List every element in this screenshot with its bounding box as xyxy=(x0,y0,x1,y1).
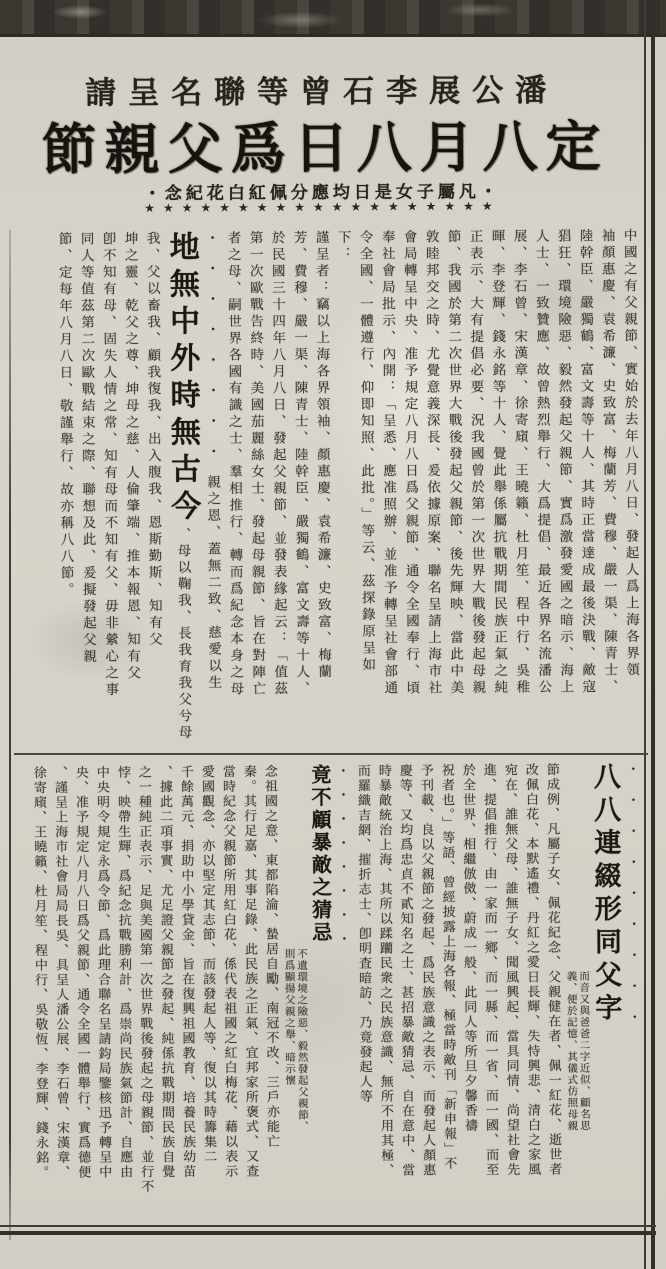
text-column: 我、父以畜我、顧我復我、出入腹我、恩斯勤斯、知有父 xyxy=(144,231,163,649)
text-column: 徐寄廎、王曉籟、杜月笙、程中行、吳敬恆、李登輝、錢永銘。 xyxy=(31,765,50,1181)
text-column: 坤之靈、乾父之尊、坤母之慈、人倫肇端、推本報恩、知有父 xyxy=(122,231,141,683)
text-column: 進、提倡推行、由一家而一鄉、而一縣、而一省、而一國、而至 xyxy=(481,763,500,1178)
text-column: 念祖國之意、東都陷淪、蟄居自勵、南冠不改、三戶亦能亡 xyxy=(262,764,281,1150)
text-column: 當時紀念父親節所用紅白花、係代表祖國之紅白梅花、藉以表示 xyxy=(220,764,239,1180)
text-column: 宛在、誰無父母、誰無子女、聞風興起、當具同情、尚望社會先 xyxy=(502,762,521,1178)
section-heading-column: 竟不顧暴敵之猜忌 xyxy=(307,764,331,945)
section-divider-rule xyxy=(14,753,648,755)
text-column: 不遺環境之險惡、毅然發起父親節、則爲顯揚父親之舉、暗示懷 xyxy=(283,948,309,1133)
text-column: 節、定每年八月八日、敬謹舉行、故亦稱八八節。 xyxy=(56,231,74,600)
left-border-rule xyxy=(9,230,11,1240)
text-column: 秦。其行足嘉、其事足錄、此民族之正氣、宜邦家所褒式、又查 xyxy=(241,764,260,1179)
text-column: 暉、李登輝、錢永銘等十人、覺此舉係屬抗戰期間民族正氣之純 xyxy=(489,228,508,697)
bottom-border-rule-inner xyxy=(0,1225,656,1227)
text-column: 於全世界、相繼倣傚、蔚成一般、此同人等所旦夕馨香禱 xyxy=(460,763,479,1134)
kicker-headline: 請呈名聯等曾石李展公潘 xyxy=(85,72,559,111)
emphasis-dots-column: ・・・・・・・・親之恩、蓋無二致、慈愛以生 xyxy=(203,230,222,692)
text-column: 而羅織吉網、摧折志士、卽明査暗訪、乃竟發起人等 xyxy=(355,763,373,1105)
text-column: 時暴敵統治上海、其所以蹂躪民衆之民族意識、無所不用其極、 xyxy=(376,763,395,1179)
text-column: 會局轉呈中央、准予規定八月八日爲父親節、通令全國奉行、頃 xyxy=(401,229,420,698)
text-column: 謹呈者：竊以上海各界領袖、顏惠慶、袁希濂、史致富、梅蘭 xyxy=(313,230,332,682)
text-column: 下： xyxy=(335,229,351,264)
text-column: 而音又與爸爸二字近似、顧名思義、便於記憶、其儀式仿照母親 xyxy=(565,970,591,1132)
right-border-rule-outer xyxy=(651,0,655,1269)
text-column: 予刊載、良以父親節之發起、爲民族意識之表示、而發起人顏惠 xyxy=(418,763,437,1178)
text-column: 央、准予規定八月八日爲父親節、通令全國一體舉行、實爲德便 xyxy=(73,765,92,1180)
text-column: 展、李石曾、宋漢章、徐寄廎、王曉籟、杜月笙、程中行、吳稚 xyxy=(511,228,530,697)
text-column: 之一種純正表示、足與美國第一次世界戰後發起之母親節、並行不 xyxy=(136,765,155,1195)
text-column: 中國之有父親節、實始於去年八月八日、發起人爲上海各界領 xyxy=(621,228,640,680)
text-column: 節、我國於第二次世界大戰後發起父親節、後先輝映、當此中美 xyxy=(445,229,464,697)
section-heading-column: 地無中外時無古今、母以鞠我、長我育我父兮母 xyxy=(164,230,200,742)
text-column: 敦睦邦交之時、尤覺意義深長、爰依據原案、聯名呈請上海市社 xyxy=(423,229,442,698)
text-column: 中央明令規定永爲令節、爲此理合聯名呈請鈞局鑒核迅予轉呈中 xyxy=(94,765,113,1180)
text-column: 千餘萬元、捐助中小學貸金、旨在復興祖國教育、培養民族幼苗 xyxy=(178,764,197,1180)
text-column: 猖狂、環境險惡、毅然發起父親節、實爲激發愛國之暗示、海上 xyxy=(555,228,574,697)
sub-slogan: ・念紀花白紅佩分應均日是女子屬凡・ xyxy=(143,181,501,204)
lower-section-columns xyxy=(19,762,646,1216)
text-column: 袖顏惠慶、袁希濂、史致富、梅蘭芳、費穆、嚴一渠、陳青士、 xyxy=(599,228,618,696)
text-column: 卽不知有母、固失人情之常、知有母而不知有父、毋非縈心之事 xyxy=(100,231,119,700)
text-column: 令全國、一體遵行、仰即知照、此批。」等云、茲探錄原呈如 xyxy=(357,229,376,674)
section-heading-column: 八八連綴形同父字 xyxy=(589,762,622,1027)
text-column: 祝者也。」等語、曾經披露上海各報、極當時敵刊「新申報」不 xyxy=(439,763,458,1172)
text-column: 陸幹臣、嚴獨鶴、富文壽等十人、其時正當達成最後決戰、敵寇 xyxy=(577,228,596,697)
text-column: 、謹呈上海市社會局局長吳、具呈人潘公展、李石曾、宋漢章、 xyxy=(52,765,71,1181)
emphasis-dots-column: ・・・・・・・・・ xyxy=(624,762,642,1042)
text-column: 慶等、又均爲忠貞不貳知名之士、甚招暴敵猜忌、自在意中、當 xyxy=(397,763,416,1179)
text-column: 芳、費穆、嚴一渠、陳青士、陸幹臣、嚴獨鶴、富文壽等十人、 xyxy=(291,230,310,698)
right-border-rule-inner xyxy=(644,0,646,1269)
text-column: 第一次歐戰告終時、美國茄麗絲女士、發起母親節、旨在對陣亡 xyxy=(247,230,266,699)
text-column: 人士、一致贊應、故曾熱烈舉行、大爲提倡、最近各界名流潘公 xyxy=(533,228,552,697)
bottom-border-rule-outer xyxy=(0,1231,656,1235)
text-column: 於民國三十四年八月八日、發起父親節、並發表緣起云：「值茲 xyxy=(269,230,288,698)
main-headline: 節親父爲日八月八定 xyxy=(41,116,609,181)
text-column: 節成例、凡屬子女、佩花紀念、父親健在者、佩一紅花、逝世者 xyxy=(544,762,563,1178)
text-column: 奉社會局批示、內開：「呈悉、應准照辦、並准予轉呈社會部通 xyxy=(379,229,398,698)
text-column: 同人等值茲第二次歐戰結束之際、聯想及此、爰擬發起父親 xyxy=(78,231,97,666)
text-column: 悖、映帶生輝、爲紀念抗戰勝利計、爲崇尚民族氣節計、自應由 xyxy=(115,765,134,1180)
text-column: 愛國觀念、亦以堅定其志節、而該發起人等、復以其時籌集二 xyxy=(199,764,218,1165)
text-column: 改佩白花、本默遙禮、丹紅之愛日長輝、失恃興悲、清白之家風 xyxy=(523,762,542,1178)
text-column: 者之母、嗣世界各國有識之士、羣相推行、轉而爲紀念本身之母 xyxy=(225,230,244,699)
text-column: 正表示、大有提倡必要、況我國曾於第一次世界大戰後發起母親 xyxy=(467,229,486,697)
star-divider: ★★★★★★★★★★★★★★★★★★★ xyxy=(144,198,501,216)
text-column: 、據此二項事實、尤足證父親節之發起、純係抗戰期間民族自覺 xyxy=(157,764,176,1180)
emphasis-dots-column: ・・・・・・・・ xyxy=(334,763,351,956)
upper-section-columns xyxy=(16,228,643,750)
